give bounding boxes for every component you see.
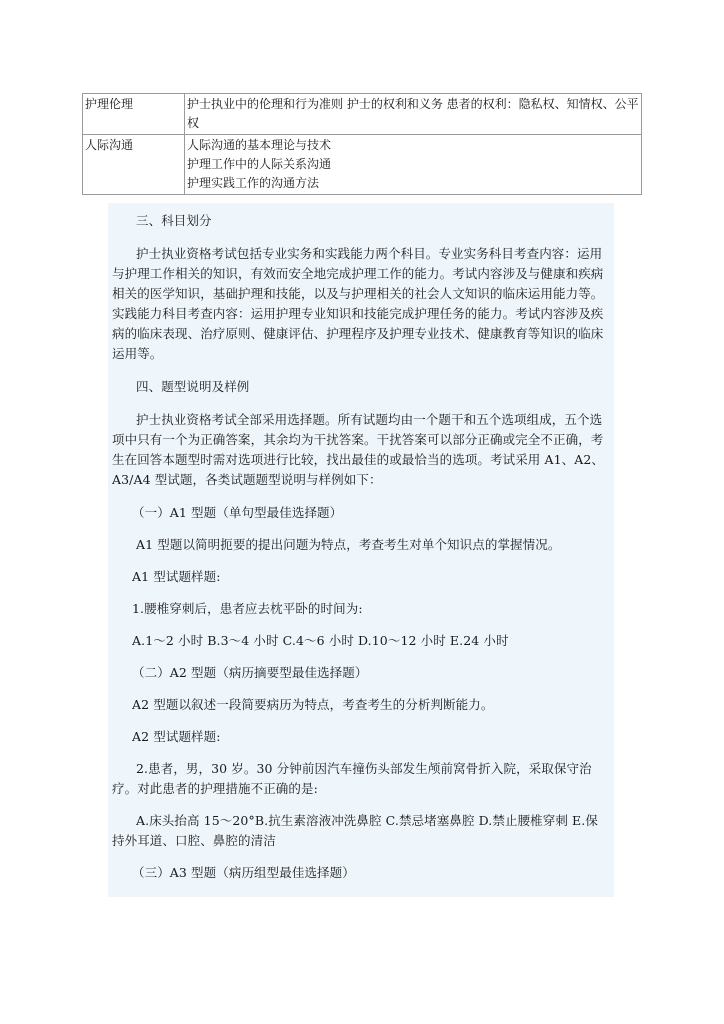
content-line: 护理工作中的人际关系沟通 — [187, 157, 332, 171]
a2-sample-label: A2 型试题样题: — [132, 729, 221, 744]
section-3-title: 三、科目划分 — [136, 213, 212, 228]
a1-question: 1.腰椎穿刺后，患者应去枕平卧的时间为: — [132, 601, 363, 616]
category-cell: 人际沟通 — [83, 135, 185, 195]
content-line: 护理实践工作的沟通方法 — [187, 176, 320, 190]
a3-title: （三）A3 型题（病历组型最佳选择题） — [132, 865, 355, 880]
content-cell — [185, 94, 642, 135]
category-cell: 护理伦理 — [83, 94, 185, 135]
a1-title: （一）A1 型题（单句型最佳选择题） — [132, 505, 343, 520]
table-row — [83, 135, 642, 195]
section-4-title: 四、题型说明及样例 — [136, 379, 250, 394]
section-3-body: 护士执业资格考试包括专业实务和实践能力两个科目。专业实务科目考查内容：运用与护理工作相关的知识，有效而安全地完成护理工作的能力。考试内容涉及与健康和疾病相关的医学知识，基础护理和技能，以及与护理相关的社会人文知识的临床运用能力等。实践能力科目考查内容：运用护理专业知识和技能完成护理任务的能力。考试内容涉及疾病的临床表现、治疗原则、健康评估、护理程序及护理专业技术、健康教育等知识的临床运用等。 — [112, 246, 604, 361]
a1-description: A1 型题以简明扼要的提出问题为特点，考查考生对单个知识点的掌握情况。 — [136, 537, 561, 552]
a2-description: A2 型题以叙述一段简要病历为特点，考查考生的分析判断能力。 — [132, 697, 494, 712]
syllabus-table — [82, 93, 642, 195]
section-4-body: 护士执业资格考试全部采用选择题。所有试题均由一个题干和五个选项组成，五个选项中只有一个为正确答案，其余均为干扰答案。干扰答案可以部分正确或完全不正确，考生在回答本题型时需对选项进行比较，找出最佳的或最恰当的选项。考试采用 A1、A2、A3/A4 型试题，各类试题题型说明与样例如下： — [112, 412, 605, 487]
exam-info-panel — [108, 203, 614, 897]
a2-question: 2.患者，男，30 岁。30 分钟前因汽车撞伤头部发生颅前窝骨折入院，采取保守治疗。对此患者的护理措施不正确的是: — [112, 761, 592, 796]
a2-title: （二）A2 型题（病历摘要型最佳选择题） — [132, 665, 368, 680]
a1-options: A.1～2 小时 B.3～4 小时 C.4～6 小时 D.10～12 小时 E.24 小时 — [132, 633, 509, 648]
content-line: 人际沟通的基本理论与技术 — [187, 138, 332, 152]
a1-sample-label: A1 型试题样题: — [132, 569, 221, 584]
content-line: 护士执业中的伦理和行为准则 护士的权利和义务 患者的权利：隐私权、知情权、公平权 — [187, 97, 639, 130]
a2-options: A.床头抬高 15～20°B.抗生素溶液冲洗鼻腔 C.禁忌堵塞鼻腔 D.禁止腰椎穿刺 E.保持外耳道、口腔、鼻腔的清洁 — [112, 813, 598, 848]
table-row — [83, 94, 642, 135]
content-cell — [185, 135, 642, 195]
